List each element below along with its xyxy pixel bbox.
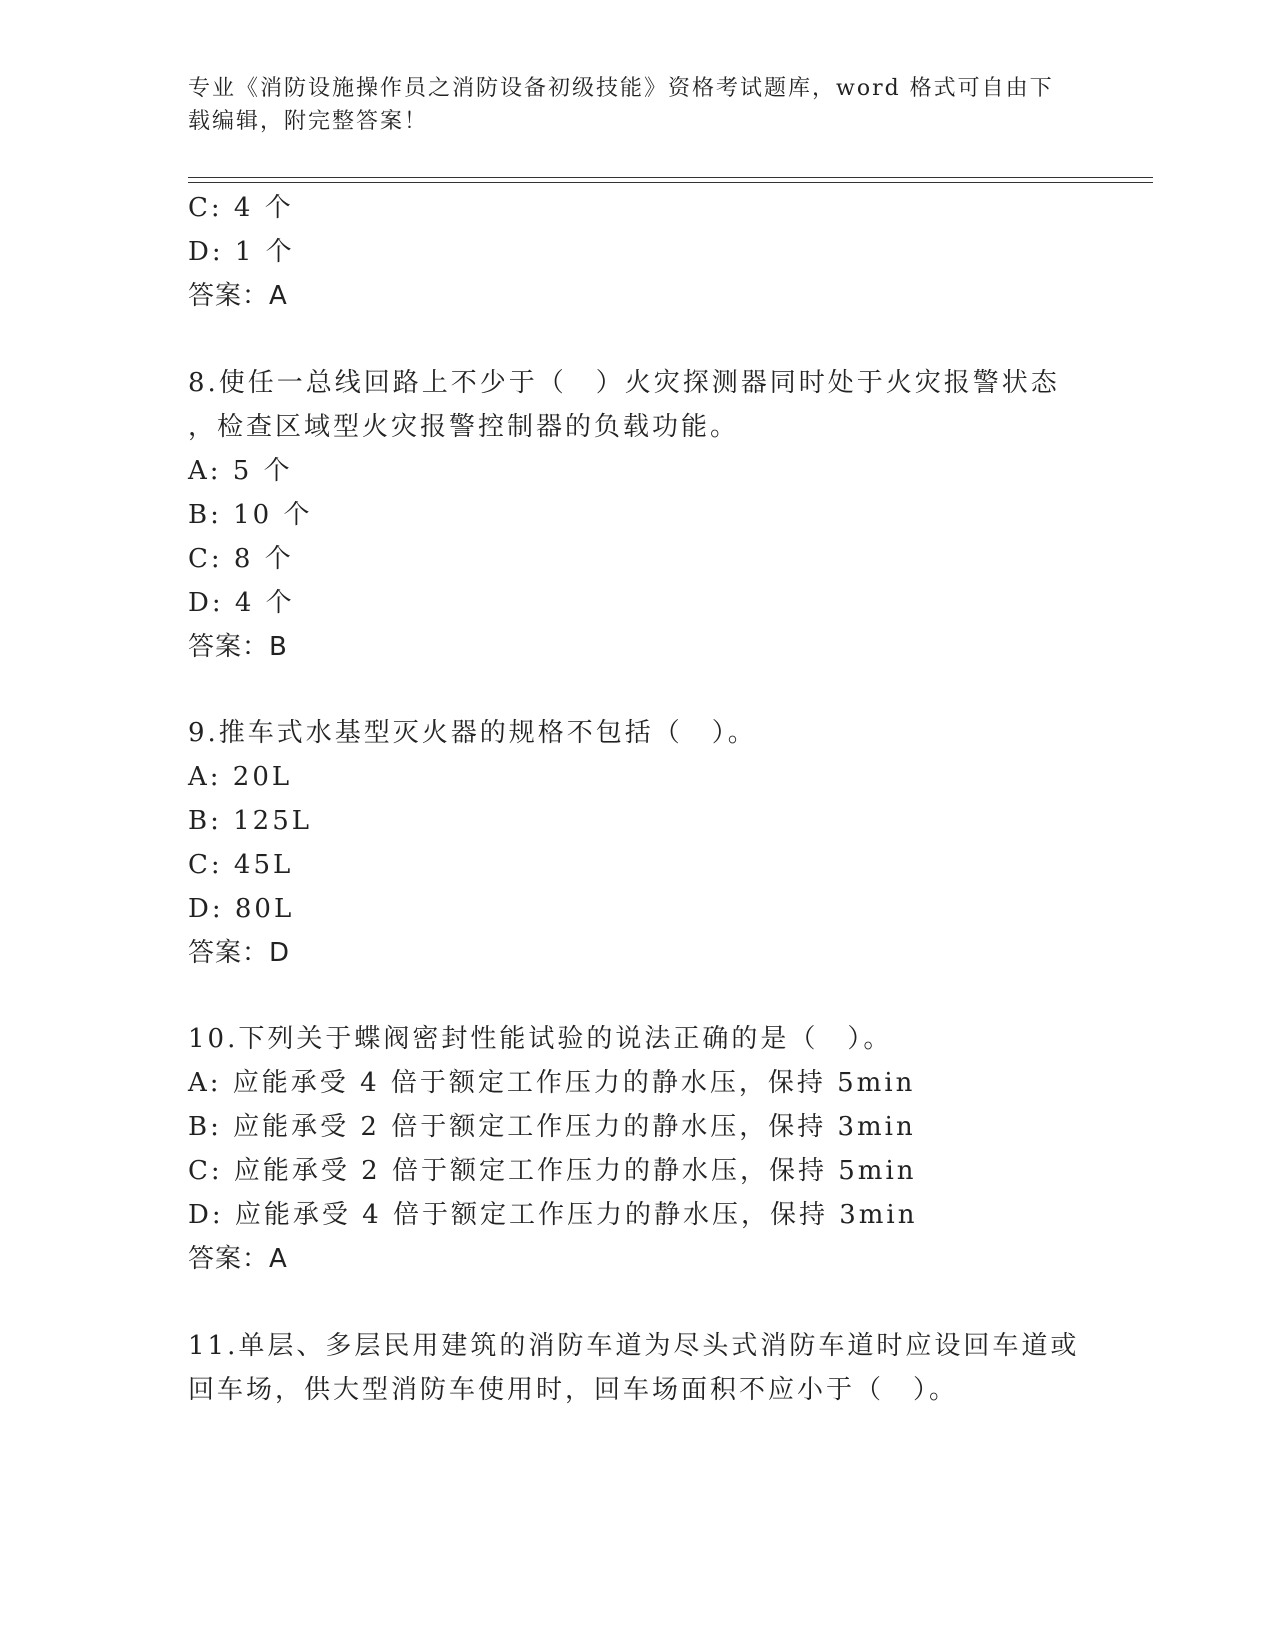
question-9-answer: 答案：D	[188, 938, 291, 968]
question-11-stem-line-1: 11.单层、多层民用建筑的消防车道为尽头式消防车道时应设回车道或	[188, 1331, 1080, 1361]
question-10-option-c: C: 应能承受 2 倍于额定工作压力的静水压，保持 5min	[188, 1156, 917, 1186]
question-8-stem-line-1: 8.使任一总线回路上不少于（ ）火灾探测器同时处于火灾报警状态	[188, 368, 1060, 398]
header-line-1: 专业《消防设施操作员之消防设备初级技能》资格考试题库，word 格式可自由下	[188, 76, 1054, 101]
header-line-2: 载编辑，附完整答案！	[188, 109, 429, 134]
question-8-option-c: C: 8 个	[188, 544, 294, 574]
header-rule-top	[188, 177, 1153, 178]
header-rule-bottom	[188, 182, 1153, 183]
question-8-option-d: D: 4 个	[188, 588, 295, 618]
answer-line: 答案：A	[188, 281, 288, 311]
question-10-option-b: B: 应能承受 2 倍于额定工作压力的静水压，保持 3min	[188, 1112, 916, 1142]
question-10-answer: 答案：A	[188, 1244, 288, 1274]
question-8-answer: 答案：B	[188, 632, 288, 662]
option-d: D: 1 个	[188, 237, 295, 267]
question-8-option-b: B: 10 个	[188, 500, 313, 530]
option-c: C: 4 个	[188, 193, 294, 223]
question-8-stem-line-2: ，检查区域型火灾报警控制器的负载功能。	[188, 412, 740, 442]
question-10-option-a: A: 应能承受 4 倍于额定工作压力的静水压，保持 5min	[188, 1068, 916, 1098]
question-9-option-a: A: 20L	[188, 762, 293, 792]
question-10-option-d: D: 应能承受 4 倍于额定工作压力的静水压，保持 3min	[188, 1200, 918, 1230]
question-11-stem-line-2: 回车场，供大型消防车使用时，回车场面积不应小于（ ）。	[188, 1375, 959, 1405]
question-10-stem: 10.下列关于蝶阀密封性能试验的说法正确的是（ ）。	[188, 1024, 893, 1054]
document-header	[188, 72, 1068, 138]
question-9-option-b: B: 125L	[188, 806, 313, 836]
question-9-stem: 9.推车式水基型灭火器的规格不包括（ ）。	[188, 718, 757, 748]
question-8-option-a: A: 5 个	[188, 456, 293, 486]
question-9-option-c: C: 45L	[188, 850, 294, 880]
question-9-option-d: D: 80L	[188, 894, 295, 924]
